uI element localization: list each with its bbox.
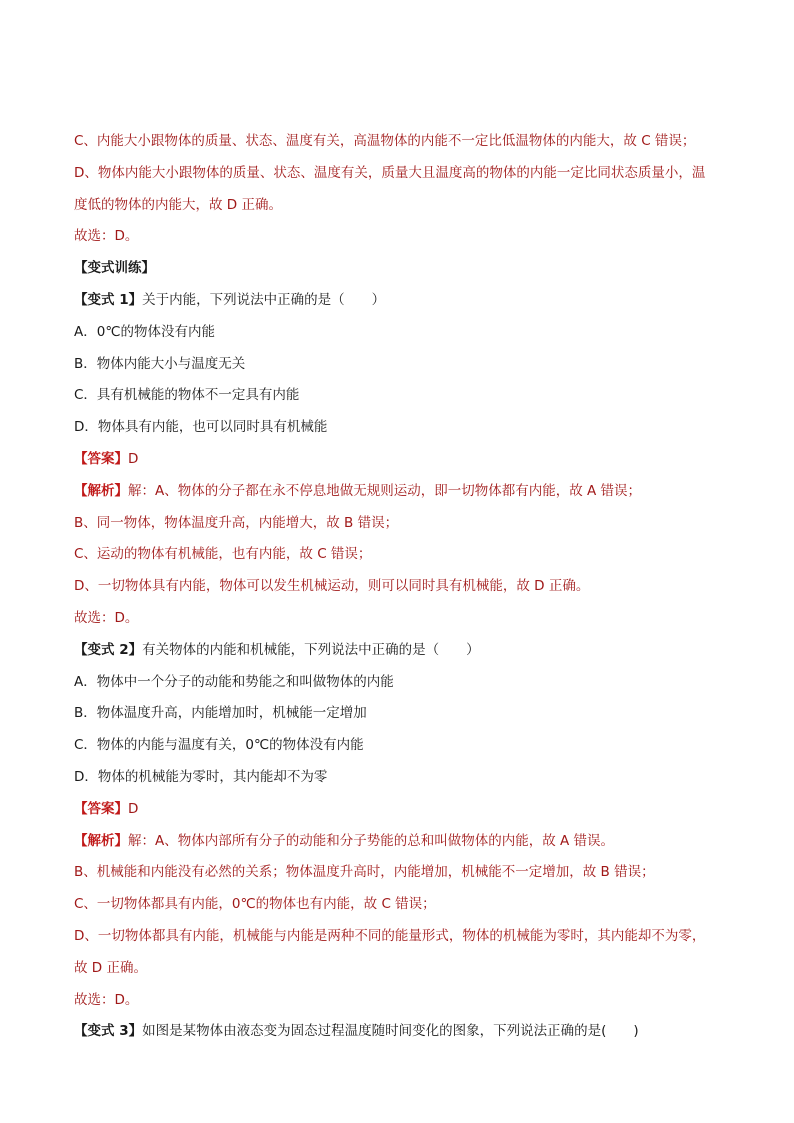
text-line: [74, 608, 724, 628]
line-text: 解：A、物体内部所有分子的动能和分子势能的总和叫做物体的内能，故 A 错误。: [128, 832, 615, 849]
text-line: [74, 449, 724, 469]
line-text: 度低的物体的内能大，故 D 正确。: [74, 196, 282, 213]
line-text: D、一切物体都具有内能，机械能与内能是两种不同的能量形式，物体的机械能为零时，其内能却不为零，: [74, 928, 706, 944]
text-line: [74, 417, 724, 437]
line-text: D、物体内能大小跟物体的质量、状态、温度有关，质量大且温度高的物体的内能一定比同状态质量小，温: [74, 164, 706, 181]
text-line: [74, 163, 724, 183]
text-line: [74, 513, 724, 533]
text-line: [74, 990, 724, 1010]
line-tag: 【变式 2】: [74, 641, 143, 658]
line-tag: 【答案】: [74, 800, 128, 817]
text-line: [74, 322, 724, 342]
line-text: D: [128, 451, 139, 467]
line-tag: 【答案】: [74, 451, 128, 467]
text-line: [74, 1021, 724, 1041]
line-text: C、一切物体都具有内能，0℃的物体也有内能，故 C 错误；: [74, 896, 436, 913]
text-line: [74, 258, 724, 278]
text-line: [74, 385, 724, 405]
line-text: 故 D 正确。: [74, 959, 147, 976]
line-tag: 【变式 1】: [74, 292, 143, 308]
line-tag: 【变式 3】: [74, 1023, 143, 1040]
line-text: A．0℃的物体没有内能: [74, 323, 215, 340]
text-line: [74, 735, 724, 755]
line-text: D．物体具有内能，也可以同时具有机械能: [74, 419, 328, 436]
text-line: [74, 926, 724, 946]
text-line: [74, 862, 724, 882]
line-text: A．物体中一个分子的动能和势能之和叫做物体的内能: [74, 673, 394, 690]
text-line: [74, 131, 724, 151]
line-text: 故选：D。: [74, 228, 139, 245]
line-text: C、运动的物体有机械能，也有内能，故 C 错误；: [74, 546, 372, 563]
text-line: [74, 894, 724, 914]
line-text: C、内能大小跟物体的质量、状态、温度有关，高温物体的内能不一定比低温物体的内能大，故 C 错误；: [74, 133, 696, 149]
line-text: 如图是某物体由液态变为固态过程温度随时间变化的图象，下列说法正确的是( ): [142, 1023, 639, 1040]
line-tag: 【解析】: [74, 482, 128, 499]
line-tag: 【解析】: [74, 832, 128, 849]
line-text: B、机械能和内能没有必然的关系；物体温度升高时，内能增加，机械能不一定增加，故 B 错误；: [74, 864, 655, 881]
line-text: D．物体的机械能为零时，其内能却不为零: [74, 769, 328, 785]
line-text: B．物体内能大小与温度无关: [74, 355, 246, 372]
text-line: [74, 703, 724, 723]
text-line: [74, 576, 724, 596]
line-text: 解：A、物体的分子都在永不停息地做无规则运动，即一切物体都有内能，故 A 错误；: [128, 482, 642, 499]
text-line: [74, 672, 724, 692]
line-text: 【变式训练】: [74, 260, 155, 277]
text-line: [74, 544, 724, 564]
line-text: 故选：D。: [74, 991, 139, 1008]
text-line: [74, 226, 724, 246]
text-line: [74, 767, 724, 787]
line-text: B、同一物体，物体温度升高，内能增大，故 B 错误；: [74, 514, 399, 531]
text-line: [74, 481, 724, 501]
text-line: [74, 958, 724, 978]
line-text: B．物体温度升高，内能增加时，机械能一定增加: [74, 705, 367, 722]
line-text: 故选：D。: [74, 610, 139, 626]
text-line: [74, 354, 724, 374]
line-text: C．物体的内能与温度有关，0℃的物体没有内能: [74, 737, 364, 754]
line-text: D、一切物体具有内能，物体可以发生机械运动，则可以同时具有机械能，故 D 正确。: [74, 578, 590, 595]
line-text: 有关物体的内能和机械能，下列说法中正确的是（ ）: [142, 641, 480, 658]
text-line: [74, 195, 724, 215]
text-line: [74, 831, 724, 851]
line-text: C．具有机械能的物体不一定具有内能: [74, 387, 300, 404]
line-text: D: [128, 800, 139, 817]
text-line: [74, 799, 724, 819]
text-line: [74, 640, 724, 660]
text-line: [74, 290, 724, 310]
line-text: 关于内能，下列说法中正确的是（ ）: [142, 292, 386, 308]
